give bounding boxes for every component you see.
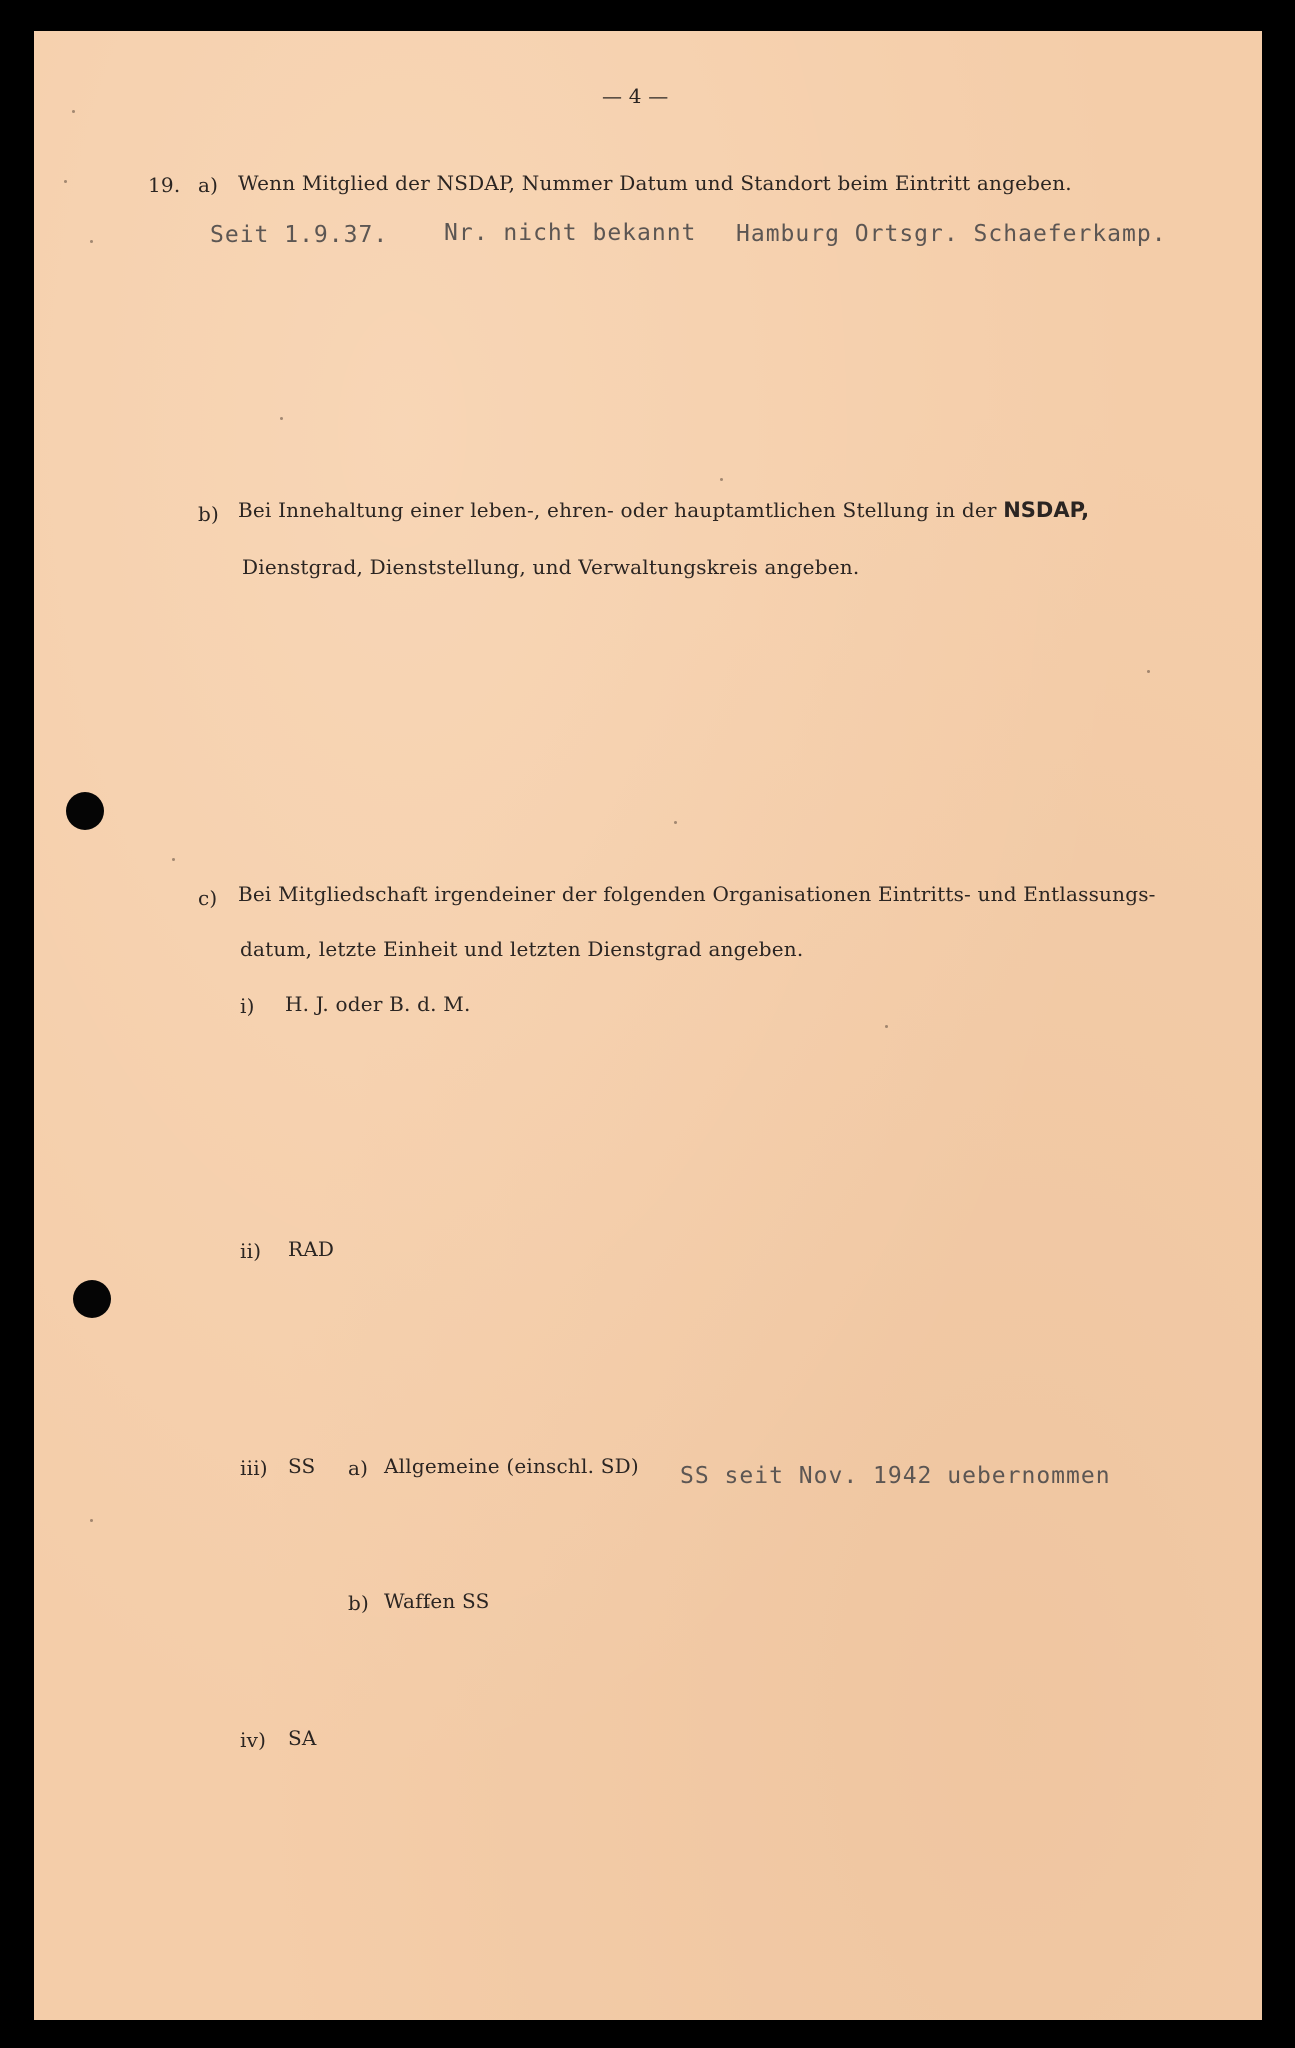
paper-speck — [1147, 670, 1150, 673]
item-i-text: H. J. oder B. d. M. — [285, 992, 471, 1016]
paper-speck — [172, 858, 175, 861]
item-iii-label: iii) — [240, 1456, 268, 1480]
item-i-label: i) — [240, 994, 255, 1018]
question-19a-text: Wenn Mitglied der NSDAP, Nummer Datum und Standort beim Eintritt angeben. — [238, 171, 1072, 195]
answer-19a-since: Seit 1.9.37. — [210, 222, 389, 248]
item-ii-text: RAD — [288, 1237, 335, 1261]
paper-speck — [674, 821, 677, 824]
paper-speck — [90, 1519, 93, 1522]
punch-hole-bottom — [73, 1280, 111, 1318]
answer-19a-place: Hamburg Ortsgr. Schaeferkamp. — [736, 221, 1167, 247]
answer-iii-a: SS seit Nov. 1942 uebernommen — [680, 1463, 1111, 1489]
question-19b-text-line2: Dienstgrad, Dienststellung, und Verwaltungskreis angeben. — [242, 555, 860, 579]
question-19b-label: b) — [198, 502, 220, 526]
paper-speck — [90, 240, 93, 243]
punch-hole-top — [66, 792, 104, 830]
paper-speck — [885, 1025, 888, 1028]
document-page — [34, 31, 1262, 2020]
paper-speck — [64, 180, 67, 183]
item-iv-text: SA — [288, 1726, 317, 1750]
item-iii-b-label: b) — [348, 1591, 370, 1615]
question-19-number: 19. — [148, 173, 181, 197]
answer-19a-number: Nr. nicht bekannt — [444, 220, 697, 246]
paper-speck — [72, 110, 75, 113]
item-iii-a-text: Allgemeine (einschl. SD) — [384, 1454, 639, 1478]
question-19b-text-bold: NSDAP, — [1003, 498, 1090, 522]
question-19b-text-line1 — [238, 498, 1089, 522]
item-iv-label: iv) — [240, 1728, 267, 1752]
paper-speck — [280, 417, 283, 420]
paper-speck — [720, 478, 723, 481]
question-19a-label: a) — [198, 173, 219, 197]
item-iii-b-text: Waffen SS — [384, 1589, 490, 1613]
item-ii-label: ii) — [240, 1239, 262, 1263]
question-19c-text-line2: datum, letzte Einheit und letzten Dienstgrad angeben. — [240, 937, 804, 961]
item-iii-text: SS — [288, 1454, 316, 1478]
page-number: — 4 — — [602, 84, 669, 108]
item-iii-a-label: a) — [348, 1456, 369, 1480]
question-19c-text-line1: Bei Mitgliedschaft irgendeiner der folgenden Organisationen Eintritts- und Entlassungs- — [238, 882, 1156, 906]
question-19c-label: c) — [198, 886, 218, 910]
question-19b-text: Bei Innehaltung einer leben-, ehren- oder hauptamtlichen Stellung in der — [238, 498, 997, 522]
